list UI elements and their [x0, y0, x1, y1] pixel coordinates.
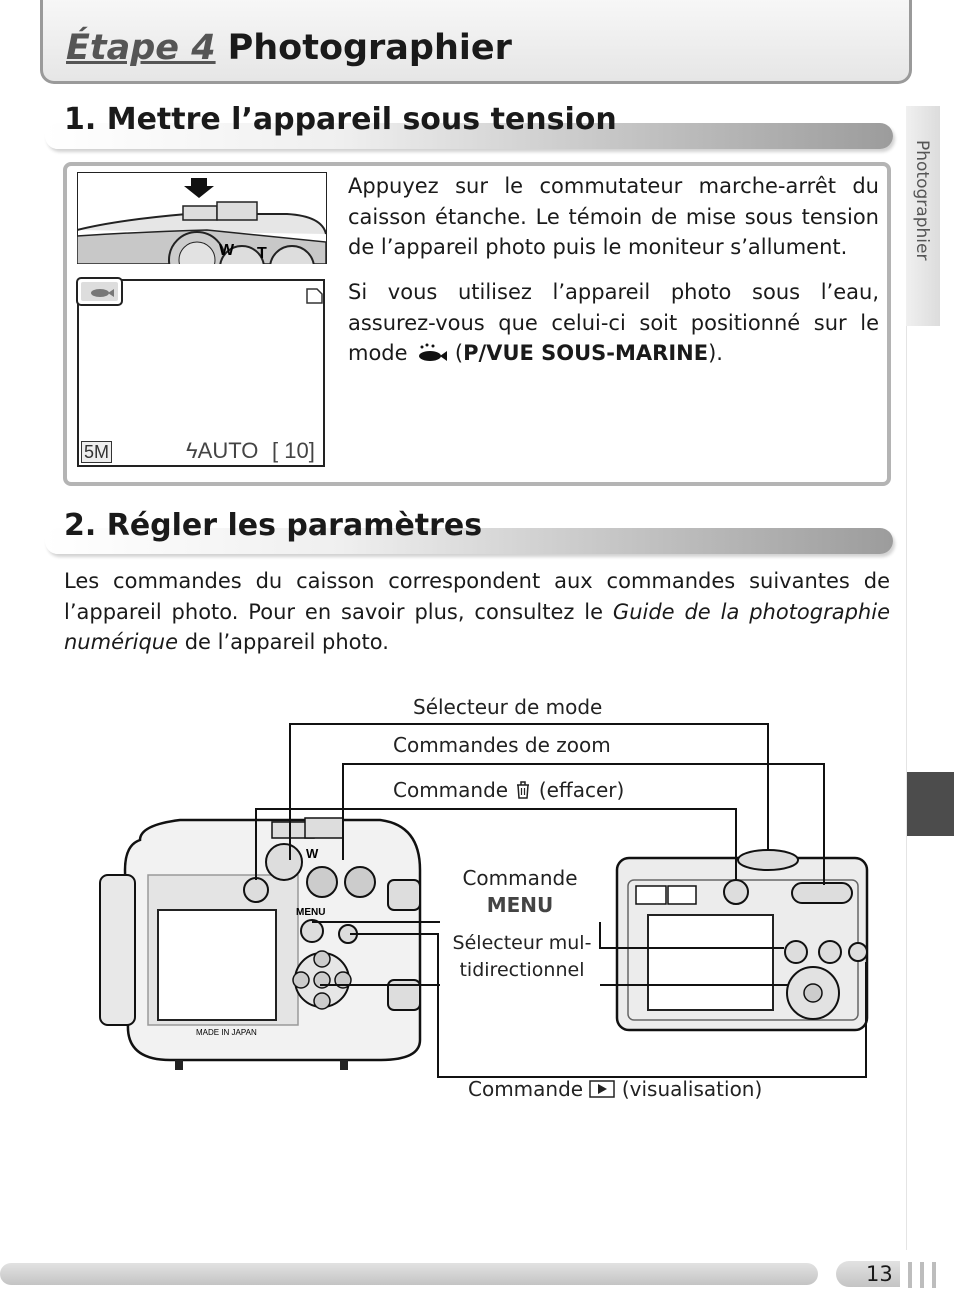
zoom-wide-mark: W [219, 242, 235, 259]
trash-icon [514, 780, 532, 800]
page-number: 13 [866, 1262, 893, 1286]
flash-icon: ϟ [186, 438, 198, 463]
image-size-indicator: 5M [81, 441, 112, 463]
section1-heading: 1. Mettre l’appareil sous tension [64, 102, 617, 137]
footer-mark [920, 1262, 924, 1288]
underwater-mode-badge [76, 277, 124, 307]
section1-paragraph1: Appuyez sur le commutateur marche-arrêt du caisson étanche. Le témoin de mise sous tension de l’appareil photo puis le moniteur s’allument. [348, 174, 879, 259]
side-tab-label: Photographier [912, 140, 932, 261]
label-zoom-controls: Commandes de zoom [393, 733, 611, 757]
memory-card-icon [305, 285, 325, 305]
camera-top-illustration [77, 172, 327, 264]
label-multi-selector: Sélecteur mul- tidirectionnel [452, 932, 592, 981]
label-delete-button: Commande (effacer) [393, 778, 625, 802]
footer-bar [0, 1263, 818, 1285]
page-title [66, 28, 512, 68]
section1-paragraph2: Si vous utilisez l’appareil photo sous l’eau, assurez-vous que celui-ci soit positionné sur le mode (P/VUE SOUS-MARINE). [348, 280, 879, 365]
section2-paragraph: Les commandes du caisson correspondent aux commandes suivantes de l’appareil photo. Pour en savoir plus, consultez le Guide de la photographie numérique de l’appareil photo. [64, 569, 890, 654]
side-tab-marker [907, 772, 954, 836]
flash-mode-indicator: ϟAUTO [186, 438, 259, 463]
footer-mark [932, 1262, 936, 1288]
section2-heading: 2. Régler les paramètres [64, 508, 483, 543]
underwater-mode-icon [414, 343, 448, 363]
housing-illustration [100, 818, 420, 1070]
label-playback-button: Commande (visualisation) [468, 1077, 763, 1101]
label-mode-selector: Sélecteur de mode [413, 695, 603, 719]
step-label: Étape 4 [66, 28, 216, 68]
housing-menu-mark: MENU [296, 907, 326, 918]
footer-mark [908, 1262, 912, 1288]
camera-back-illustration [617, 850, 867, 1030]
housing-made-in-japan: MADE IN JAPAN [196, 1028, 257, 1037]
label-menu-button: Commande MENU [462, 866, 578, 917]
title-text: Photographier [227, 28, 512, 68]
zoom-tele-mark: T [257, 245, 267, 262]
frames-remaining-indicator: [ 10] [272, 438, 315, 463]
play-icon [589, 1079, 615, 1099]
housing-w-mark: W [306, 846, 319, 861]
